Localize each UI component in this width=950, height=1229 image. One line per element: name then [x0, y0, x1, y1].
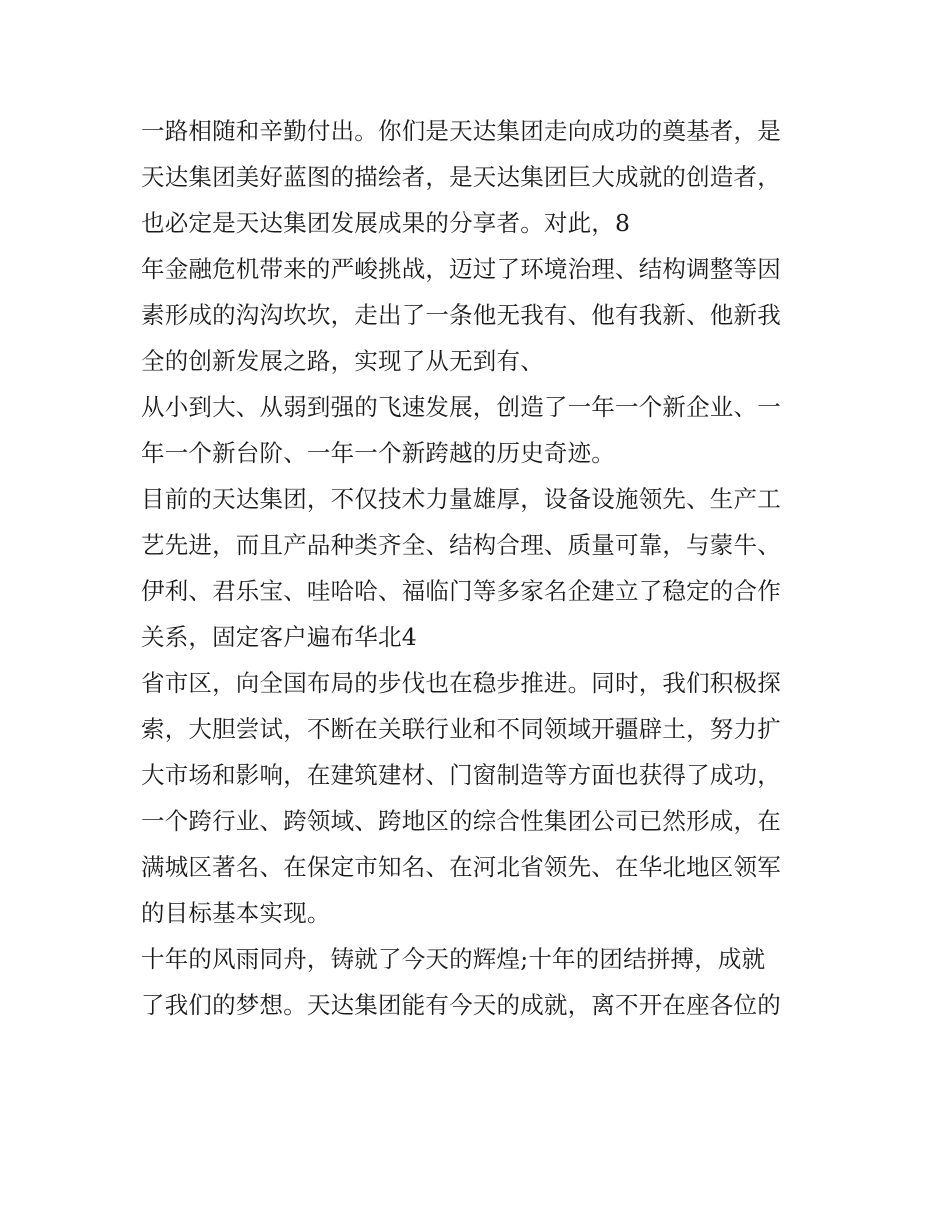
text-line: 省市区，向全国布局的步伐也在稳步推进。同时，我们积极探 [141, 669, 781, 697]
text-line: 索，大胆尝试，不断在关联行业和不同领域开疆辟土，努力扩 [141, 715, 781, 743]
text-line: 伊利、君乐宝、哇哈哈、福临门等多家名企建立了稳定的合作 [141, 577, 781, 605]
text-line: 的目标基本实现。 [141, 899, 331, 927]
document-body [141, 108, 821, 1028]
text-line: 满城区著名、在保定市知名、在河北省领先、在华北地区领军 [141, 853, 781, 881]
text-line: 天达集团美好蓝图的描绘者，是天达集团巨大成就的创造者， [141, 163, 781, 191]
text-line: 目前的天达集团，不仅技术力量雄厚，设备设施领先、生产工 [141, 485, 781, 513]
text-line: 年一个新台阶、一年一个新跨越的历史奇迹。 [141, 439, 615, 467]
text-line: 年金融危机带来的严峻挑战，迈过了环境治理、结构调整等因 [141, 255, 781, 283]
text-line: 一个跨行业、跨领域、跨地区的综合性集团公司已然形成，在 [141, 807, 781, 835]
text-line: 了我们的梦想。天达集团能有今天的成就，离不开在座各位的 [141, 991, 781, 1019]
text-line: 素形成的沟沟坎坎，走出了一条他无我有、他有我新、他新我 [141, 301, 781, 329]
text-line: 一路相随和辛勤付出。你们是天达集团走向成功的奠基者，是 [141, 117, 781, 145]
text-line: 也必定是天达集团发展成果的分享者。对此，8 [141, 209, 631, 237]
text-line: 全的创新发展之路，实现了从无到有、 [141, 347, 544, 375]
text-line: 从小到大、从弱到强的飞速发展，创造了一年一个新企业、一 [141, 393, 781, 421]
text-line: 艺先进，而且产品种类齐全、结构合理、质量可靠，与蒙牛、 [141, 531, 781, 559]
text-line: 大市场和影响，在建筑建材、门窗制造等方面也获得了成功， [141, 761, 781, 789]
text-line: 关系，固定客户遍布华北4 [141, 623, 417, 651]
text-line: 十年的风雨同舟，铸就了今天的辉煌;十年的团结拼搏，成就 [141, 945, 766, 973]
